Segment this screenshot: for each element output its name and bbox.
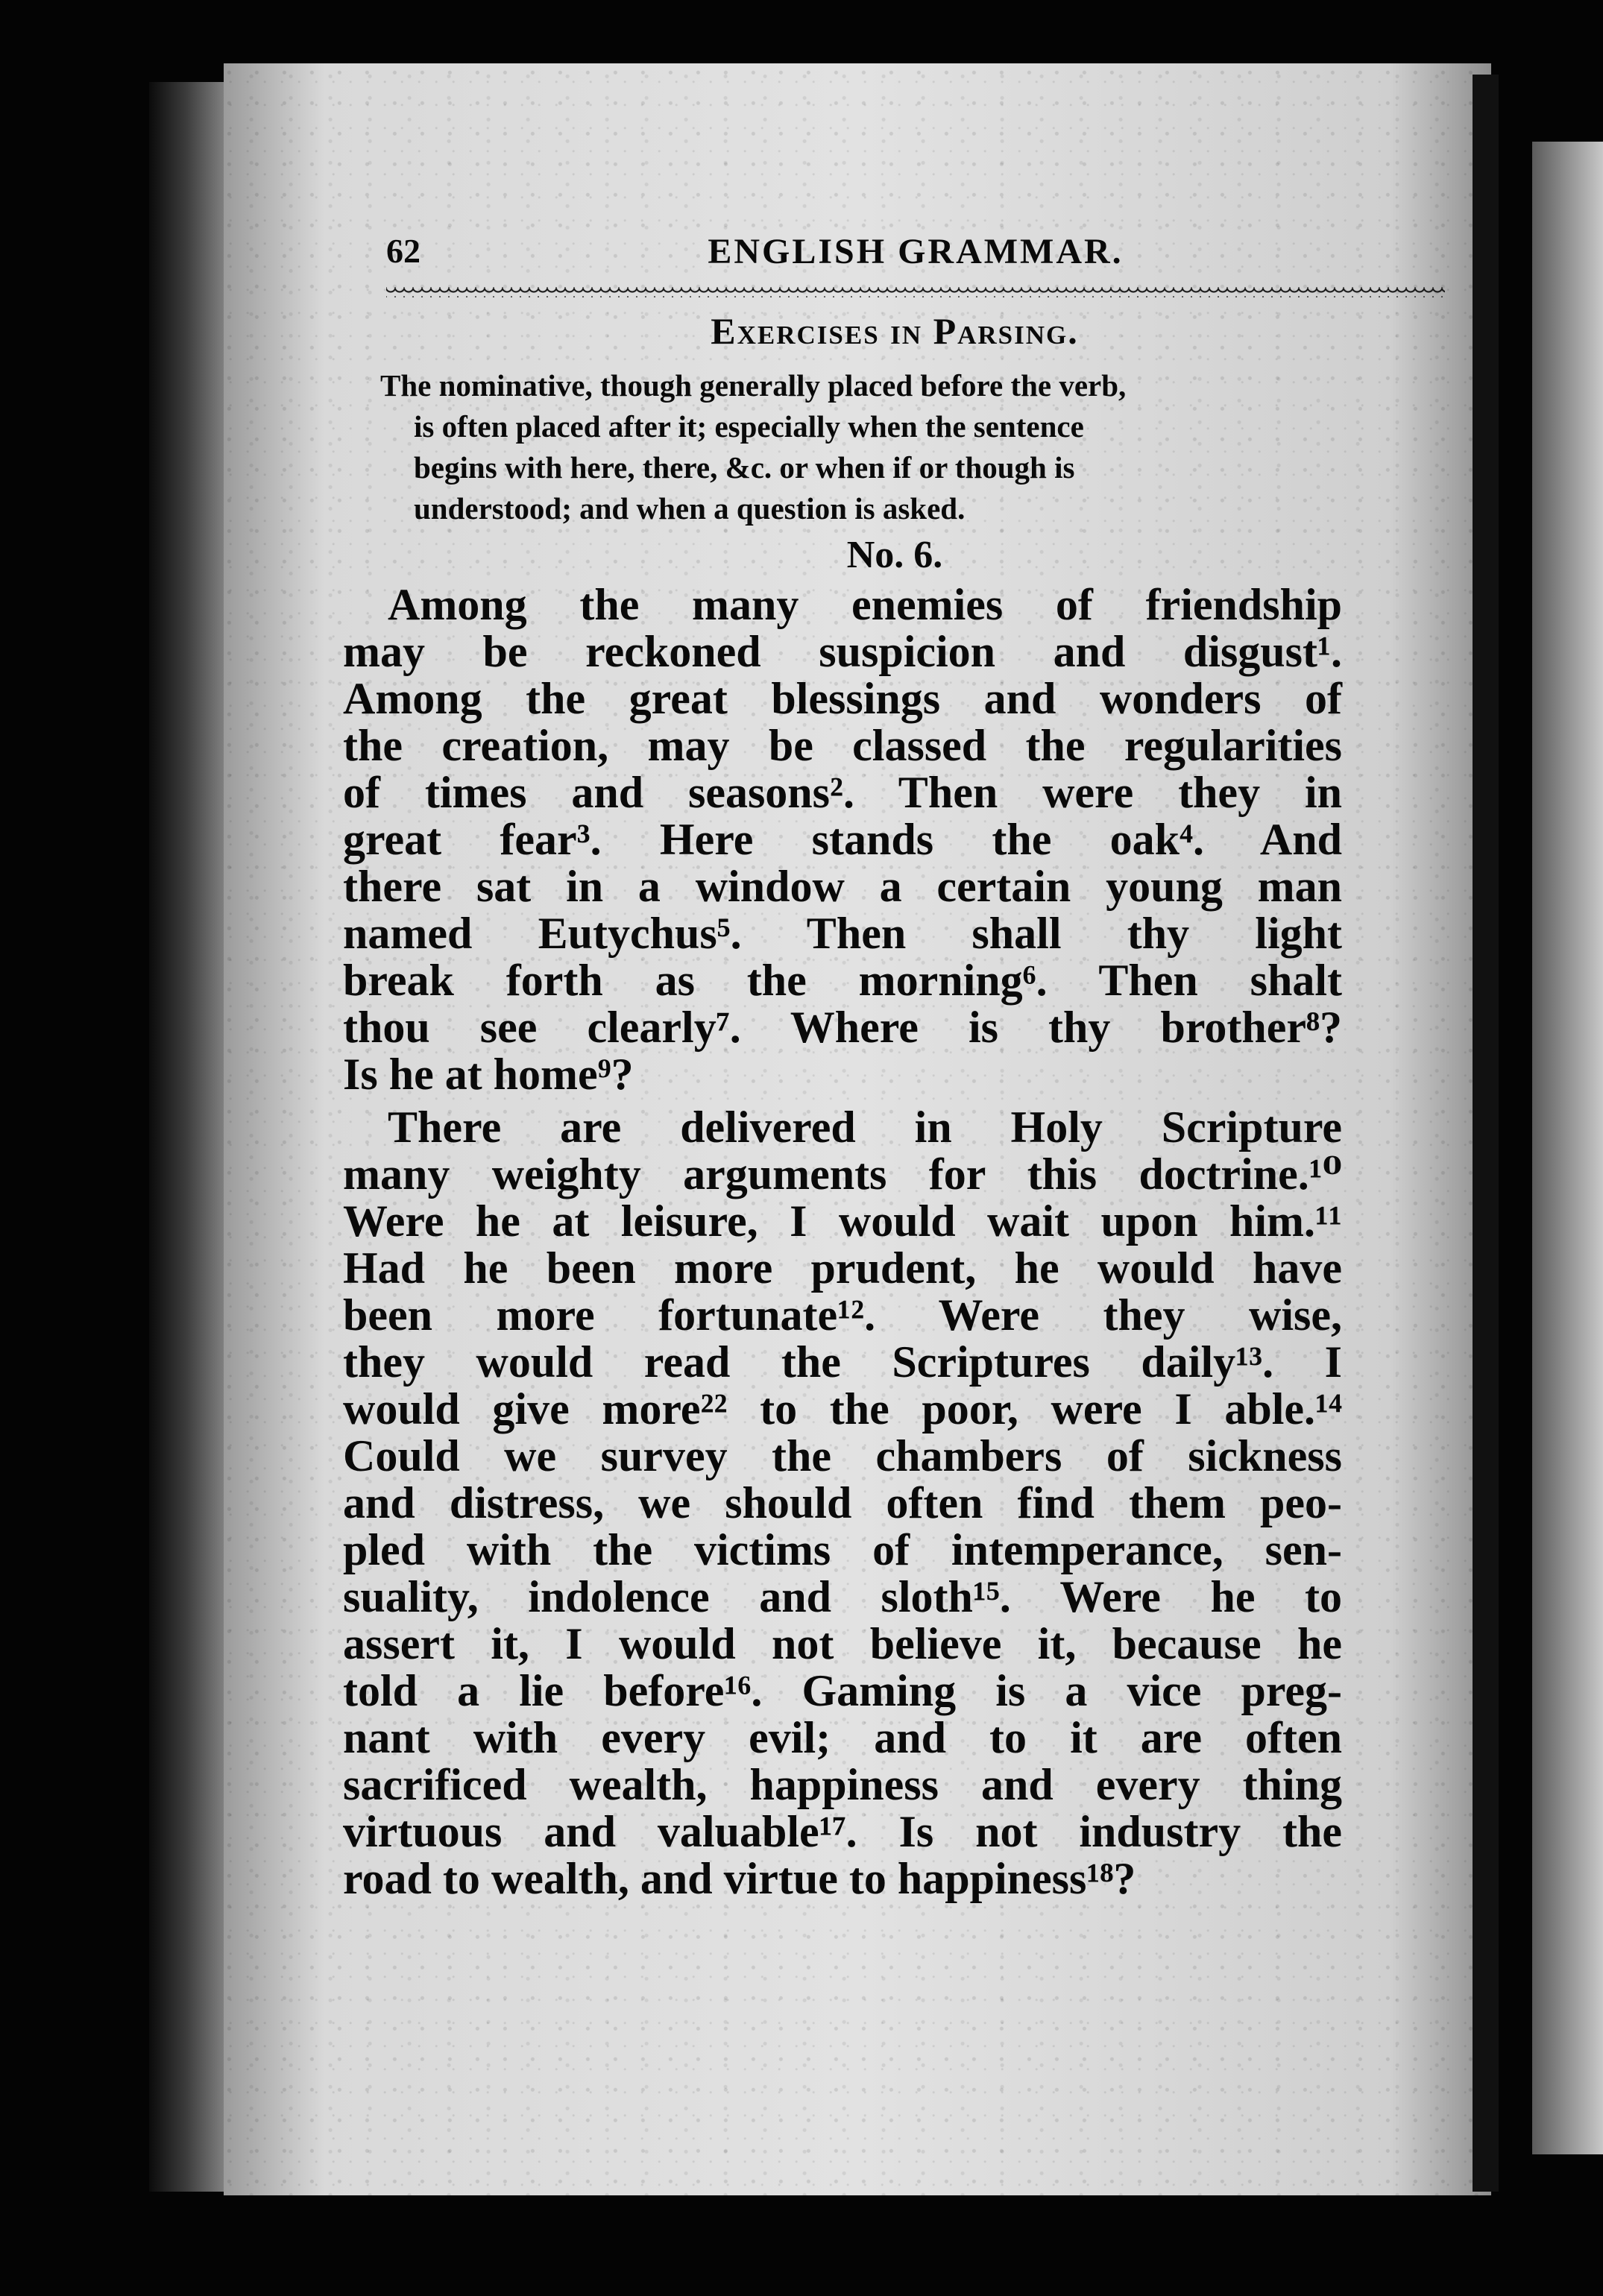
text-line: of times and seasons². Then were they in	[343, 768, 1342, 817]
text-line: Had he been more prudent, he would have	[343, 1243, 1342, 1293]
rule-note-line: begins with here, there, &c. or when if or though is	[414, 450, 1075, 485]
text-line: named Eutychus⁵. Then shall thy light	[343, 909, 1342, 958]
text-line: Were he at leisure, I would wait upon him.¹¹	[343, 1196, 1342, 1246]
text-line: they would read the Scriptures daily¹³. I	[343, 1337, 1342, 1387]
text-line: told a lie before¹⁶. Gaming is a vice preg-	[343, 1666, 1342, 1715]
next-page-sliver	[1532, 142, 1603, 2154]
right-page-edge	[1473, 75, 1499, 2192]
text-line: nant with every evil; and to it are often	[343, 1713, 1342, 1762]
running-head	[386, 231, 1445, 283]
rule-note-line: understood; and when a question is asked.	[414, 491, 966, 526]
exercise-number: No. 6.	[846, 534, 943, 576]
text-line: sacrificed wealth, happiness and every thing	[343, 1760, 1342, 1809]
paragraph-2	[343, 1104, 1342, 1902]
text-line: Could we survey the chambers of sickness	[343, 1431, 1342, 1480]
text-line: assert it, I would not believe it, because he	[343, 1619, 1342, 1668]
text-line: may be reckoned suspicion and disgust¹.	[343, 627, 1342, 676]
text-line: suality, indolence and sloth¹⁵. Were he to	[343, 1572, 1342, 1621]
text-line: there sat in a window a certain young man	[343, 862, 1342, 911]
text-line: road to wealth, and virtue to happiness¹⁸?	[343, 1854, 1136, 1903]
text-line: many weighty arguments for this doctrine.¹⁰	[343, 1149, 1342, 1199]
text-line: There are delivered in Holy Scripture	[388, 1103, 1342, 1152]
page-text	[224, 63, 1491, 2195]
text-line: thou see clearly⁷. Where is thy brother⁸?	[343, 1003, 1342, 1052]
running-title: ENGLISH GRAMMAR.	[708, 232, 1124, 271]
text-line: virtuous and valuable¹⁷. Is not industry the	[343, 1807, 1342, 1856]
text-line: Among the great blessings and wonders of	[343, 674, 1342, 723]
text-line: Among the many enemies of friendship	[388, 580, 1342, 629]
book-page	[224, 63, 1491, 2195]
rule-note-line: The nominative, though generally placed before the verb,	[380, 368, 1127, 403]
text-line: pled with the victims of intemperance, sen-	[343, 1525, 1342, 1574]
text-line: been more fortunate¹². Were they wise,	[343, 1290, 1342, 1340]
text-line: and distress, we should often find them peo-	[343, 1478, 1342, 1527]
text-line: Is he at home⁹?	[343, 1050, 634, 1099]
text-line: great fear³. Here stands the oak⁴. And	[343, 815, 1342, 864]
paragraph-1	[343, 581, 1342, 1098]
exercise-text	[343, 581, 1342, 1908]
text-line: the creation, may be classed the regularities	[343, 721, 1342, 770]
rule-note-line: is often placed after it; especially when the sentence	[414, 409, 1084, 444]
ornamental-rule	[386, 287, 1445, 297]
page-number: 62	[386, 232, 421, 270]
text-line: would give more²² to the poor, were I able.¹⁴	[343, 1384, 1342, 1434]
section-heading: Exercises in Parsing.	[711, 310, 1079, 352]
rule-note	[380, 365, 1446, 529]
text-line: break forth as the morning⁶. Then shalt	[343, 956, 1342, 1005]
